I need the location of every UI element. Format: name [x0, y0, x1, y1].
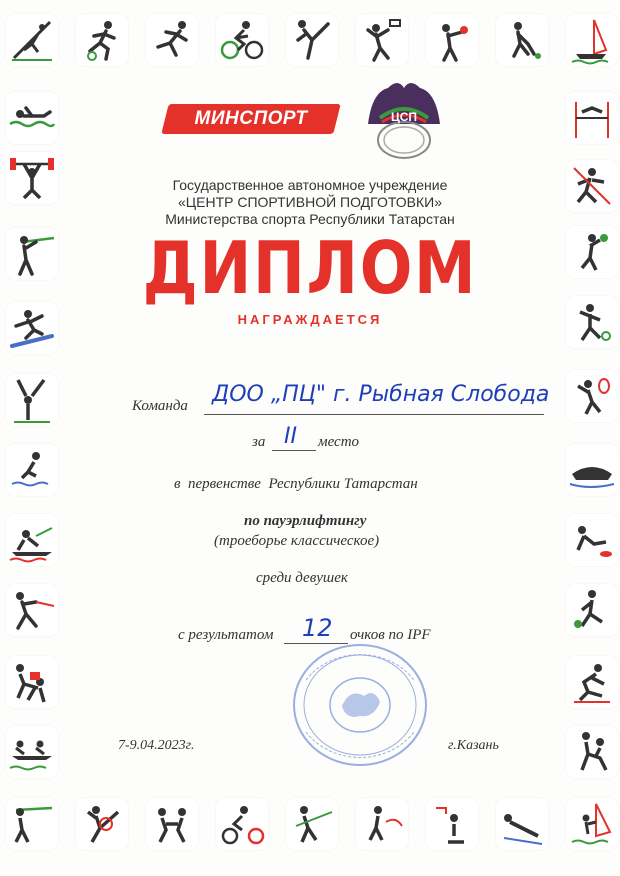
place-prefix: за: [252, 434, 266, 450]
team-label: Команда: [132, 398, 188, 414]
fencing-icon: [6, 584, 58, 636]
luge-icon: [496, 798, 548, 850]
boxing-icon: [426, 14, 478, 66]
javelin-icon: [286, 798, 338, 850]
bobsleigh-icon: [566, 444, 618, 496]
tennis-icon: [566, 370, 618, 422]
result-suffix: очков по IPF: [350, 627, 431, 643]
kickboxing-icon: [76, 798, 128, 850]
competition-text: в первенстве Республики Татарстан: [174, 476, 418, 492]
canoe-icon: [6, 726, 58, 778]
place-underline: [272, 450, 316, 451]
judo-icon: [6, 656, 58, 708]
org-line-2: «ЦЕНТР СПОРТИВНОЙ ПОДГОТОВКИ»: [177, 194, 442, 210]
result-value: 12: [302, 614, 333, 642]
csp-logo: [358, 74, 450, 166]
diving-icon: [6, 444, 58, 496]
hockey-icon: [496, 14, 548, 66]
diploma-title: ДИПЛОМ: [142, 226, 478, 310]
archery-icon: [6, 798, 58, 850]
cyclocross-icon: [216, 798, 268, 850]
team-underline: [204, 414, 544, 415]
date-text: 7-9.04.2023г.: [118, 738, 195, 753]
equestrian-icon: [356, 798, 408, 850]
sailing-icon: [566, 14, 618, 66]
result-prefix: с результатом: [178, 627, 274, 643]
gymnastics-icon: [286, 14, 338, 66]
bowling-icon: [566, 584, 618, 636]
place-suffix: место: [318, 434, 360, 450]
sprint-icon: [146, 14, 198, 66]
swimming-icon: [6, 92, 58, 144]
org-line-3: Министерства спорта Республики Татарстан: [165, 211, 455, 227]
sport-text: по пауэрлифтингу: [244, 513, 367, 529]
org-line-1: Государственное автономное учреждение: [172, 177, 448, 193]
sambo-icon: [146, 798, 198, 850]
cycling-icon: [216, 14, 268, 66]
wrestling-icon: [566, 726, 618, 778]
official-stamp: [290, 640, 430, 770]
discipline-text: (троеборье классическое): [214, 533, 380, 549]
running-icon: [76, 14, 128, 66]
volleyball-icon: [356, 14, 408, 66]
speed-skating-icon: [566, 656, 618, 708]
rowing-icon: [6, 514, 58, 566]
category-text: среди девушек: [256, 570, 348, 586]
gymnastics-rings-icon: [6, 374, 58, 426]
high-jump-icon: [566, 92, 618, 144]
team-value: ДОО „ПЦ" г. Рыбная Слобода: [212, 382, 550, 407]
curling-icon: [566, 514, 618, 566]
ski-jump-icon: [426, 798, 478, 850]
triathlon-icon: [6, 14, 58, 66]
csp-logo-text: ЦСП: [390, 110, 418, 124]
windsurf-icon: [566, 798, 618, 850]
minsport-logo: МИНСПОРТ: [165, 104, 337, 134]
snowboard-icon: [6, 302, 58, 354]
city-text: г.Казань: [448, 738, 499, 753]
diploma-subtitle: НАГРАЖДАЕТСЯ: [237, 312, 383, 327]
place-value: II: [284, 424, 297, 449]
